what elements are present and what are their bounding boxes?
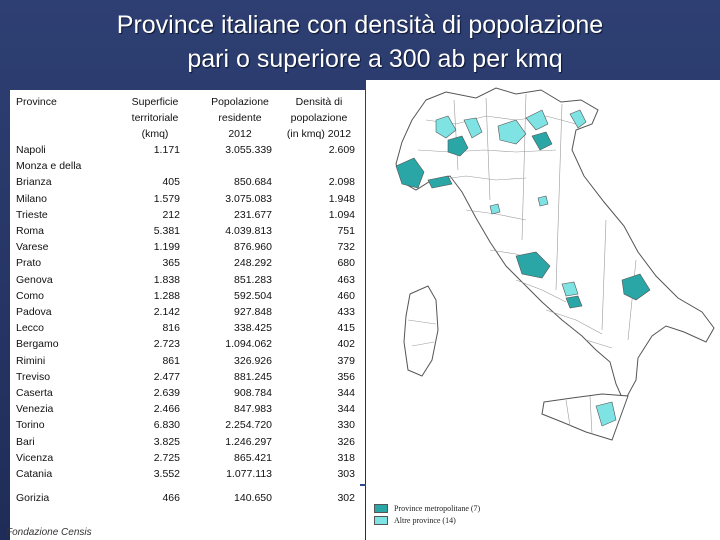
cell-pop: 4.039.813 xyxy=(225,225,272,237)
cell-sup: 2.142 xyxy=(153,306,180,318)
cell-den: 302 xyxy=(337,492,355,505)
italy-map xyxy=(366,80,720,540)
province-name: Milano xyxy=(16,192,47,205)
cell-sup: 2.466 xyxy=(153,403,180,416)
cell-sup: 405 xyxy=(162,176,180,189)
cell-sup: 466 xyxy=(162,492,180,505)
cell-sup: 1.838 xyxy=(153,273,180,286)
header-popolazione-l1: Popolazione xyxy=(211,96,269,108)
legend-swatch-metro xyxy=(374,504,388,513)
cell-den: 402 xyxy=(337,338,355,351)
region-prato xyxy=(490,204,500,214)
header-superficie-l1: Superficie xyxy=(131,96,179,108)
cell-pop: 1.246.297 xyxy=(225,435,272,448)
province-name: Monza e della xyxy=(16,160,82,173)
title-line-1: Province italiane con densità di popolazione xyxy=(116,11,604,39)
cell-den: 1.094 xyxy=(328,208,355,221)
province-name: Lecco xyxy=(16,322,45,335)
header-popolazione-l3: 2012 xyxy=(228,128,252,140)
province-name: Brianza xyxy=(16,176,52,189)
cell-den: 460 xyxy=(337,289,355,302)
cell-pop: 3.075.083 xyxy=(225,192,272,205)
cell-sup: 2.477 xyxy=(153,370,180,383)
cell-den: 326 xyxy=(337,435,355,448)
province-name: Napoli xyxy=(16,144,46,156)
cell-pop: 1.077.113 xyxy=(226,468,272,480)
title-line-2: pari o superiore a 300 ab per kmq xyxy=(187,45,563,73)
cell-sup: 2.725 xyxy=(153,451,180,464)
province-name: Genova xyxy=(16,273,53,286)
province-name: Padova xyxy=(16,306,52,318)
cell-pop: 140.650 xyxy=(234,492,272,505)
legend-label-other: Altre province (14) xyxy=(394,516,456,525)
cell-den: 463 xyxy=(337,273,355,286)
cell-sup: 3.825 xyxy=(153,435,180,448)
cell-pop: 231.677 xyxy=(234,208,272,221)
cell-sup: 5.381 xyxy=(153,225,180,237)
cell-sup: 6.830 xyxy=(153,419,180,432)
cell-pop: 1.094.062 xyxy=(225,338,272,351)
cell-den: 303 xyxy=(337,468,355,480)
cell-den: 356 xyxy=(337,370,355,383)
cell-sup: 3.552 xyxy=(153,468,180,480)
cell-sup: 861 xyxy=(162,354,180,367)
cell-pop: 876.960 xyxy=(234,241,272,254)
cell-pop: 927.848 xyxy=(234,306,272,318)
cell-pop: 847.983 xyxy=(234,403,272,416)
cell-pop: 851.283 xyxy=(234,273,272,286)
province-name: Rimini xyxy=(16,354,46,367)
province-name: Bergamo xyxy=(16,338,59,351)
cell-den: 680 xyxy=(337,257,355,270)
footer-source: Fondazione Censis xyxy=(6,527,92,538)
header-densita xyxy=(276,94,362,142)
cell-pop: 850.684 xyxy=(234,176,272,189)
region-rimini xyxy=(538,196,548,206)
cell-pop: 3.055.339 xyxy=(225,144,272,156)
province-name: Prato xyxy=(16,257,42,270)
table-panel xyxy=(10,90,365,540)
cell-den: 1.948 xyxy=(328,192,355,205)
header-densita-l3: (in kmq) 2012 xyxy=(286,128,352,140)
province-name: Torino xyxy=(16,419,45,432)
cell-pop: 326.926 xyxy=(234,354,272,367)
cell-den: 2.098 xyxy=(328,176,355,189)
cell-den: 318 xyxy=(337,451,355,464)
header-popolazione xyxy=(190,94,290,142)
cell-sup: 212 xyxy=(162,208,180,221)
province-name: Gorizia xyxy=(16,492,50,505)
map-panel xyxy=(366,80,720,540)
header-popolazione-l2: residente xyxy=(218,112,262,124)
cell-den: 379 xyxy=(337,354,355,367)
legend-swatch-other xyxy=(374,516,388,525)
province-name: Caserta xyxy=(16,387,53,399)
sardinia-shape xyxy=(404,286,438,376)
cell-sup: 2.639 xyxy=(153,387,180,399)
cell-den: 330 xyxy=(337,419,355,432)
province-name: Vicenza xyxy=(16,451,54,464)
slide-title xyxy=(0,8,720,76)
cell-sup: 1.579 xyxy=(153,192,180,205)
province-name: Como xyxy=(16,289,45,302)
legend-label-metro: Province metropolitane (7) xyxy=(394,504,481,513)
cell-sup: 816 xyxy=(162,322,180,335)
province-name: Trieste xyxy=(16,208,48,221)
header-superficie xyxy=(110,94,200,142)
cell-den: 344 xyxy=(337,403,355,416)
cell-pop: 338.425 xyxy=(234,322,272,335)
cell-sup: 1.199 xyxy=(153,241,180,254)
province-name: Roma xyxy=(16,225,45,237)
cell-pop: 2.254.720 xyxy=(225,419,272,432)
cell-den: 2.609 xyxy=(328,144,355,156)
cell-den: 433 xyxy=(337,306,355,318)
cell-pop: 592.504 xyxy=(234,289,272,302)
cell-sup: 2.723 xyxy=(153,338,180,351)
cell-den: 751 xyxy=(337,225,355,237)
cell-sup: 1.171 xyxy=(153,144,180,156)
cell-pop: 908.784 xyxy=(234,387,272,399)
cell-den: 344 xyxy=(337,387,355,399)
cell-sup: 1.288 xyxy=(153,289,180,302)
header-densita-l1: Densità di xyxy=(295,96,343,108)
cell-pop: 248.292 xyxy=(234,257,272,270)
header-densita-l2: popolazione xyxy=(290,112,348,124)
header-province: Province xyxy=(16,96,57,108)
header-superficie-l3: (kmq) xyxy=(141,128,169,140)
cell-pop: 865.421 xyxy=(234,451,272,464)
province-name: Treviso xyxy=(16,370,51,383)
province-name: Bari xyxy=(16,435,35,448)
province-name: Catania xyxy=(16,468,53,480)
cell-sup: 365 xyxy=(162,257,180,270)
cell-pop: 881.245 xyxy=(234,370,272,383)
province-name: Venezia xyxy=(16,403,54,416)
header-superficie-l2: territoriale xyxy=(131,112,179,124)
cell-den: 415 xyxy=(337,322,355,335)
cell-den: 732 xyxy=(337,241,355,254)
province-name: Varese xyxy=(16,241,49,254)
